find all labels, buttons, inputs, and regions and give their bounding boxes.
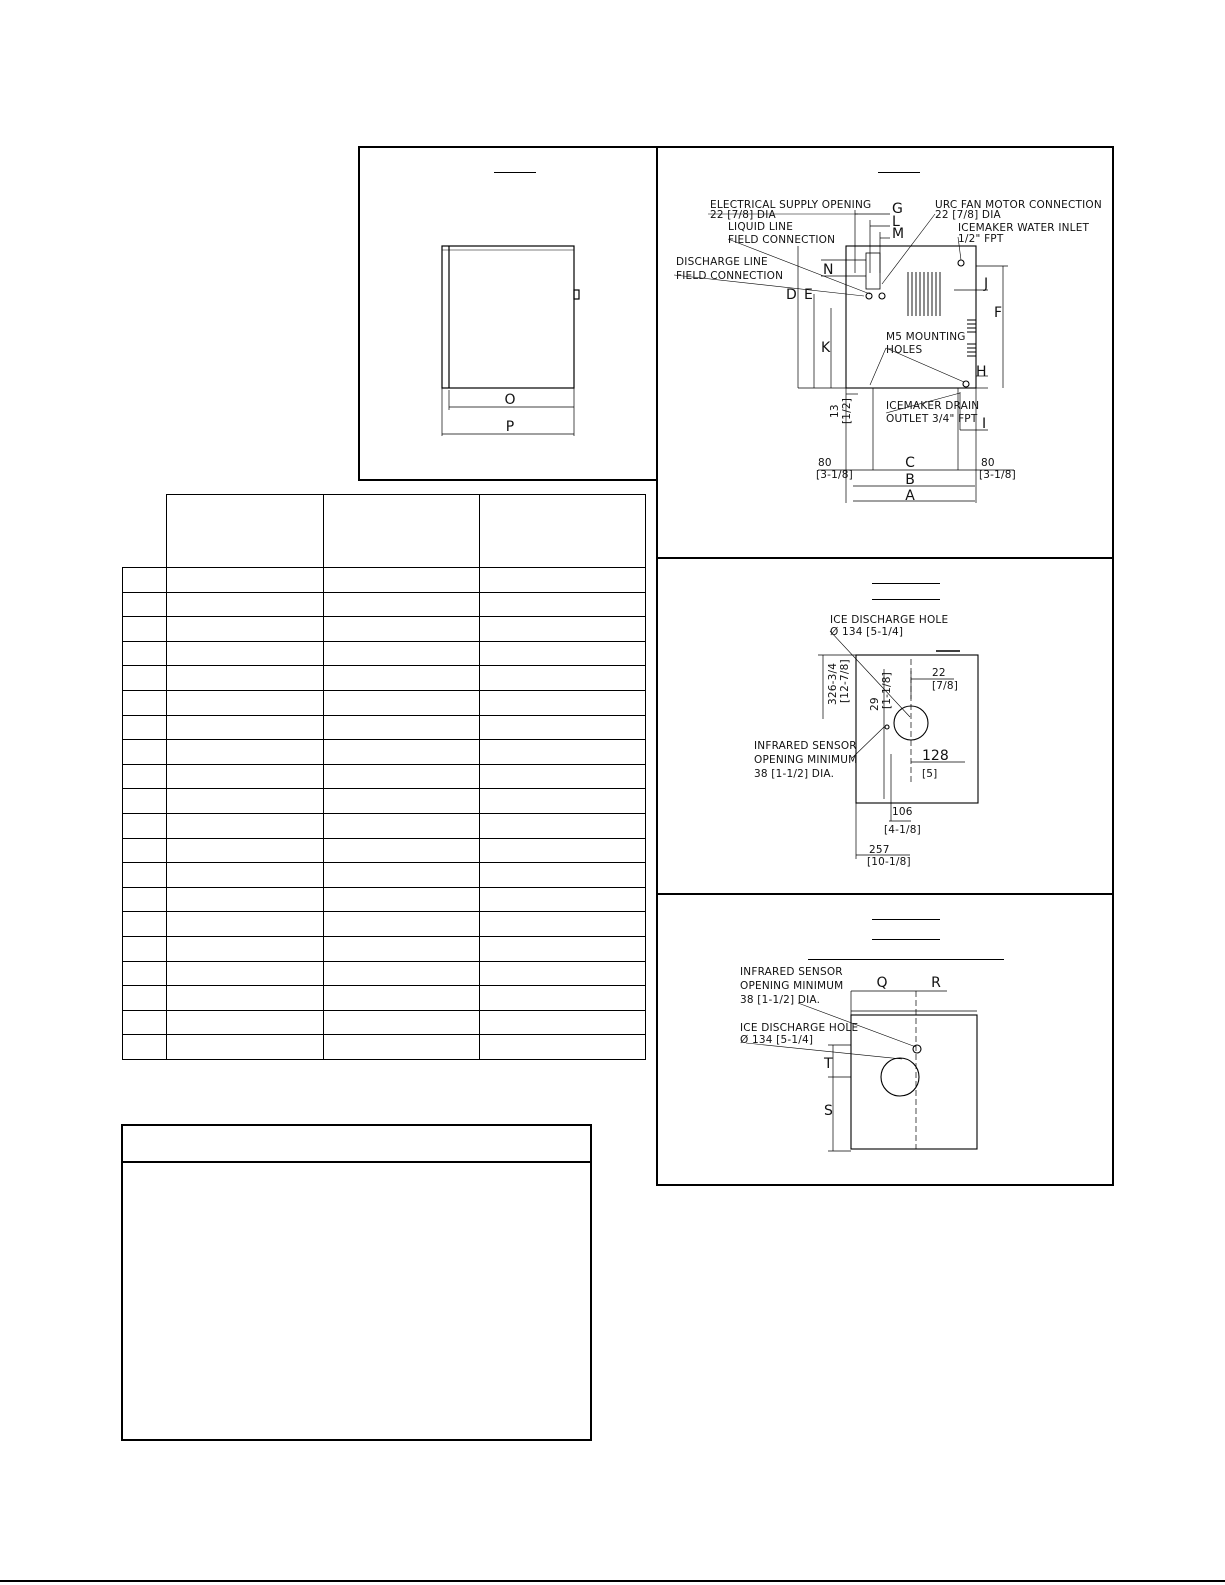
dim-128: 128 [922,748,949,764]
table-cell [167,568,324,593]
table-cell [480,912,646,937]
label-urc-fan-dia: 22 [7/8] DIA [935,209,1001,221]
table-cell [480,641,646,666]
dim-128-in: [5] [922,768,938,780]
cabinet-outline [442,246,574,388]
top-ice-discharge-hole [881,1058,919,1096]
table-cell [324,789,480,814]
dim-l: L [892,214,900,230]
dim-k: K [821,340,831,356]
label-mounting-holes: M5 MOUNTING [886,331,966,343]
table-cell [167,690,324,715]
dim-right-80-in: [3-1/8] [979,469,1016,481]
table-cell [123,813,167,838]
table-cell [480,887,646,912]
table-cell [324,961,480,986]
table-cell [167,936,324,961]
table-row [123,641,646,666]
table-cell [167,789,324,814]
side-view-drawing [360,148,660,483]
table-cell [324,813,480,838]
table-row [123,986,646,1011]
table-row [123,666,646,691]
table-cell [123,863,167,888]
table-cell [123,1010,167,1035]
table-cell [167,887,324,912]
dim-b: B [905,472,915,488]
table-row [123,936,646,961]
label-electrical-supply: ELECTRICAL SUPPLY OPENING [710,199,872,211]
table-row [123,887,646,912]
table-row [123,1010,646,1035]
rear-view-panel [656,146,1114,559]
dim-h: H [976,364,987,380]
table-cell [167,666,324,691]
table-cell [167,641,324,666]
dim-left-80: 80 [818,457,832,469]
label-discharge-line: DISCHARGE LINE [676,256,768,268]
notes-title [123,1126,590,1163]
table-cell [324,764,480,789]
dimension-table [122,494,646,1060]
rear-louvers [908,272,940,316]
table-cell [123,617,167,642]
table-row [123,617,646,642]
table-row [123,961,646,986]
dim-29: 29 [869,697,881,711]
label-ice-hole: ICE DISCHARGE HOLE [830,614,949,626]
label-liquid-line-2: FIELD CONNECTION [728,234,836,246]
top-view-panel [656,893,1114,1186]
table-header-cell [480,495,646,568]
table-row [123,863,646,888]
table-cell [167,764,324,789]
table-row [123,789,646,814]
table-cell [480,863,646,888]
table-cell [324,1035,480,1060]
dim-q: Q [876,975,888,991]
dim-o: O [504,392,516,408]
label-urc-fan: URC FAN MOTOR CONNECTION [935,199,1102,211]
label-top-sensor-3: 38 [1-1/2] DIA. [740,994,821,1006]
dim-n: N [823,262,834,278]
table-cell [167,813,324,838]
label-sensor-3: 38 [1-1/2] DIA. [754,768,835,780]
bottom-view-panel [656,557,1114,895]
top-view-drawing [658,895,1116,1188]
dim-s: S [824,1103,833,1119]
dim-d: D [786,287,797,303]
table-row [123,715,646,740]
table-cell [167,863,324,888]
table-cell [123,838,167,863]
bottom-view-drawing [658,559,1116,897]
dim-f: F [994,305,1003,321]
table-cell [324,838,480,863]
dim-a: A [905,488,915,504]
table-header-row [123,495,646,568]
table-cell [324,617,480,642]
label-mounting-holes-2: HOLES [886,344,923,356]
table-row [123,740,646,765]
table-cell [123,789,167,814]
dim-t: T [824,1056,833,1072]
label-drain-2: OUTLET 3/4" FPT [886,413,978,425]
table-row [123,568,646,593]
label-ice-hole-dia: Ø 134 [5-1/4] [830,626,904,638]
dim-c: C [905,455,915,471]
rear-view-drawing [658,148,1116,561]
table-cell [123,1035,167,1060]
table-cell [480,1035,646,1060]
table-cell [480,690,646,715]
table-cell [480,789,646,814]
table-row [123,813,646,838]
label-top-sensor-2: OPENING MINIMUM [740,980,844,992]
table-row [123,1035,646,1060]
table-cell [123,887,167,912]
dim-106: 106 [892,806,913,818]
label-top-ice-hole-dia: Ø 134 [5-1/4] [740,1034,814,1046]
table-cell [167,961,324,986]
sensor-opening [885,725,889,729]
page-bottom-rule [0,1580,1225,1582]
dim-326-in: [12-7/8] [839,659,851,703]
table-cell [324,936,480,961]
label-water-inlet-size: 1/2" FPT [958,233,1004,245]
table-cell [480,617,646,642]
dim-326: 326-3/4 [827,662,839,705]
label-electrical-supply-dia: 22 [7/8] DIA [710,209,776,221]
rear-cabinet-outline [846,246,976,388]
door-handle [574,290,579,299]
dim-13: 13 [829,404,841,418]
table-cell [480,986,646,1011]
table-row [123,690,646,715]
table-cell [123,912,167,937]
table-cell [167,740,324,765]
bottom-cabinet-outline [856,655,978,803]
table-cell [123,961,167,986]
table-header-cell [324,495,480,568]
table-row [123,838,646,863]
dim-e: E [804,287,813,303]
dim-right-80: 80 [981,457,995,469]
dim-106-in: [4-1/8] [884,824,921,836]
table-cell [480,961,646,986]
table-cell [324,740,480,765]
table-cell [324,592,480,617]
table-row [123,912,646,937]
table-cell [324,641,480,666]
table-row [123,764,646,789]
dim-p: P [505,419,515,435]
table-cell [324,1010,480,1035]
table-cell [324,568,480,593]
table-cell [480,715,646,740]
table-cell [167,617,324,642]
table-cell [324,986,480,1011]
table-cell [167,1035,324,1060]
dim-13-in: [1/2] [841,397,853,424]
table-cell [480,936,646,961]
side-view-panel [358,146,658,481]
notes-box [121,1124,592,1441]
table-cell [123,740,167,765]
table-cell [167,715,324,740]
table-cell [123,715,167,740]
dim-22: 22 [932,667,946,679]
dim-22-in: [7/8] [932,680,959,692]
table-cell [167,1010,324,1035]
table-cell [167,912,324,937]
table-cell [324,887,480,912]
table-cell [123,592,167,617]
table-cell [167,986,324,1011]
label-liquid-line: LIQUID LINE [728,221,794,233]
table-cell [324,715,480,740]
dim-r: R [931,975,941,991]
table-cell [123,568,167,593]
table-cell [123,764,167,789]
table-cell [123,666,167,691]
table-cell [324,863,480,888]
table-cell [324,912,480,937]
table-cell [480,813,646,838]
table-row [123,592,646,617]
dim-g: G [892,201,903,217]
table-cell [167,838,324,863]
label-discharge-line-2: FIELD CONNECTION [676,270,784,282]
table-cell [480,666,646,691]
table-cell [123,936,167,961]
table-cell [480,1010,646,1035]
table-header-cell [167,495,324,568]
dim-257: 257 [869,844,890,856]
dim-i: I [982,416,987,432]
table-cell [123,641,167,666]
label-top-sensor: INFRARED SENSOR [740,966,843,978]
dim-j: J [984,276,989,292]
table-cell [480,740,646,765]
table-cell [480,592,646,617]
table-cell [480,764,646,789]
dim-left-80-in: [3-1/8] [816,469,853,481]
label-sensor: INFRARED SENSOR [754,740,857,752]
table-header-cell [123,495,167,568]
table-cell [167,592,324,617]
rear-vent-slots [967,320,976,356]
label-drain: ICEMAKER DRAIN [886,400,980,412]
table-cell [480,838,646,863]
table-cell [480,568,646,593]
top-cabinet-outline [851,1015,977,1149]
label-water-inlet: ICEMAKER WATER INLET [958,222,1090,234]
dim-257-in: [10-1/8] [867,856,911,868]
label-sensor-2: OPENING MINIMUM [754,754,858,766]
table-cell [324,666,480,691]
dim-m: M [892,226,905,242]
table-cell [123,690,167,715]
label-top-ice-hole: ICE DISCHARGE HOLE [740,1022,859,1034]
table-cell [123,986,167,1011]
table-cell [324,690,480,715]
dim-29-in: [1-1/8] [881,672,893,709]
